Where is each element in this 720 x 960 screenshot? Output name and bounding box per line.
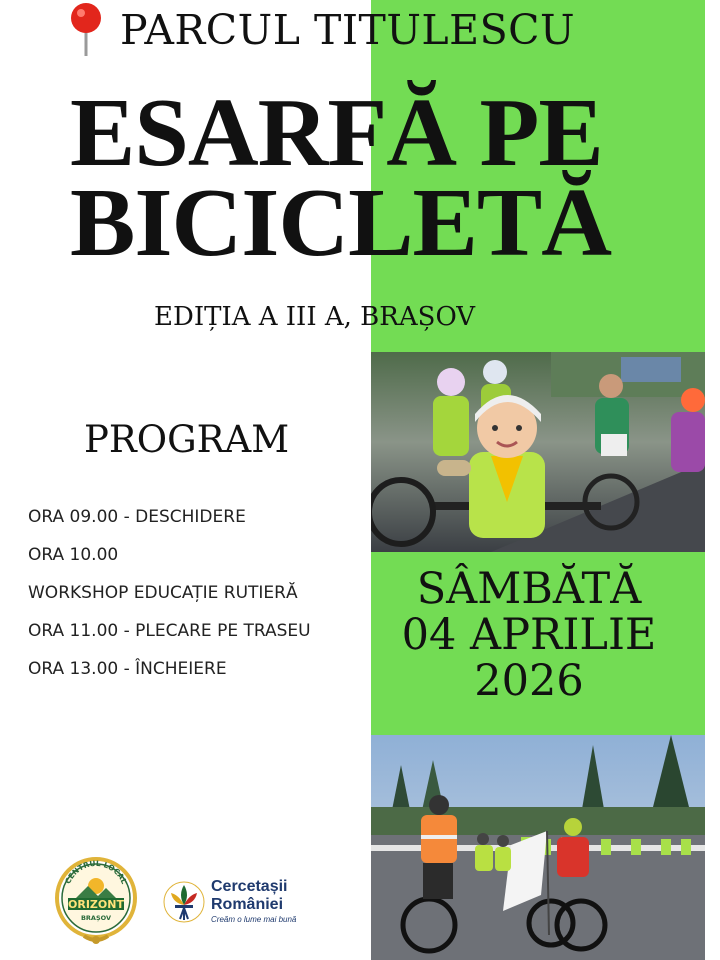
fleur-de-lis-icon [163, 879, 205, 925]
cercetasii-logo-tagline: Creăm o lume mai bună [211, 915, 297, 924]
cercetasii-logo-line-2: României [211, 896, 284, 913]
photo-cycling-parade [371, 735, 705, 960]
event-date [371, 566, 687, 704]
event-day: SÂMBĂTĂ [416, 564, 642, 614]
event-year: 2026 [474, 656, 584, 706]
schedule-item: ORA 13.00 - ÎNCHEIERE [28, 659, 227, 679]
edition-text: EDIȚIA A III A, BRAȘOV [154, 302, 476, 332]
orizont-logo-name: ORIZONT [68, 898, 124, 911]
event-title-line-2: BICICLETĂ [70, 169, 612, 277]
orizont-logo-top-text: CENTRUL LOCAL [63, 858, 129, 886]
event-title-line-1: ESARFĂ PE [70, 79, 603, 187]
cercetasii-logo [163, 878, 296, 926]
schedule-item: ORA 10.00 [28, 545, 119, 565]
schedule-item: WORKSHOP EDUCAȚIE RUTIERĂ [28, 583, 298, 603]
orizont-logo [54, 852, 138, 948]
location-name: PARCUL TITULESCU [120, 6, 576, 54]
event-title [70, 79, 630, 277]
map-pin-icon [68, 2, 104, 58]
program-schedule [28, 506, 311, 696]
schedule-item: ORA 11.00 - PLECARE PE TRASEU [28, 621, 311, 641]
orizont-logo-city: BRAȘOV [80, 914, 112, 922]
program-heading: PROGRAM [84, 418, 290, 461]
schedule-item: ORA 09.00 - DESCHIDERE [28, 507, 246, 527]
location-header [68, 2, 575, 58]
photo-children-cycling [371, 352, 705, 552]
event-day-month: 04 APRILIE [401, 610, 657, 660]
cercetasii-logo-line-1: Cercetașii [211, 878, 288, 895]
